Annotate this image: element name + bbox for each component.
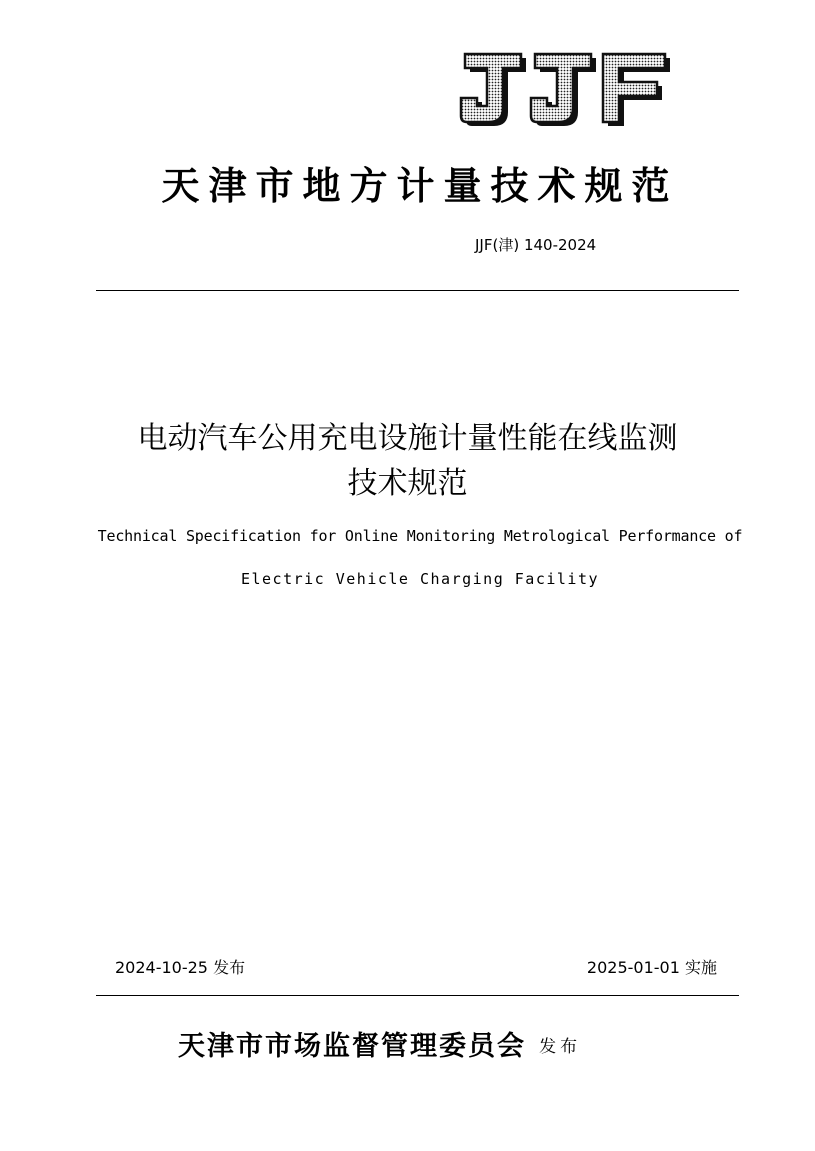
title-en-line2: Electric Vehicle Charging Facility — [240, 570, 600, 588]
jjf-logo-graphic — [455, 48, 670, 126]
issuer-line — [178, 1024, 581, 1063]
title-en-line1: Technical Specification for Online Monitoring Metrological Performance of — [97, 527, 743, 545]
title-zh-line2: 技术规范 — [347, 466, 468, 501]
title-zh-line1: 电动汽车公用充电设施计量性能在线监测 — [137, 421, 678, 456]
top-divider — [96, 290, 739, 291]
bottom-divider — [96, 995, 739, 996]
publish-date: 2024-10-25 发布 — [115, 958, 246, 977]
agency-title: 天津市地方计量技术规范 — [161, 163, 679, 208]
standard-code: JJF(津) 140-2024 — [475, 236, 597, 254]
issuer-suffix: 发布 — [539, 1037, 582, 1057]
jjf-logo — [455, 48, 670, 126]
implement-date: 2025-01-01 实施 — [586, 958, 717, 977]
issuer-name: 天津市市场监督管理委员会 — [178, 1031, 526, 1062]
